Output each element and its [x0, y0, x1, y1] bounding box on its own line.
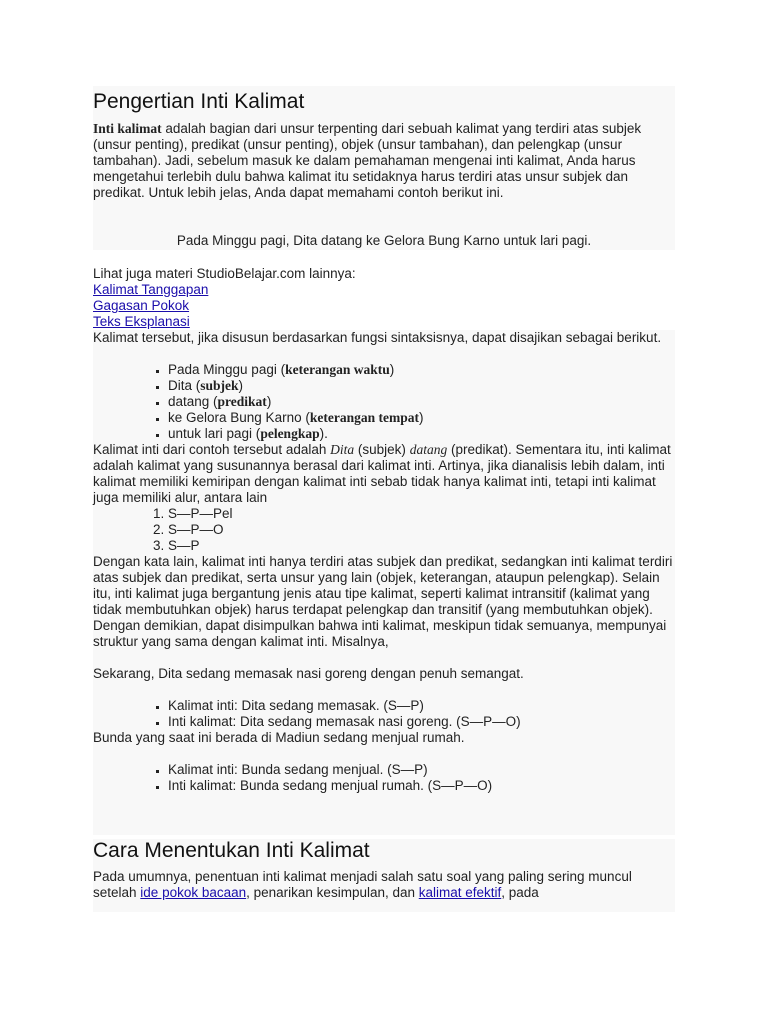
- heading-method: Cara Menentukan Inti Kalimat: [93, 839, 370, 862]
- link-ide-pokok-bacaan[interactable]: ide pokok bacaan: [140, 885, 247, 900]
- section-definition: [93, 86, 675, 250]
- see-also-block: [93, 250, 675, 330]
- list-item: ▪ Pada Minggu pagi (keterangan waktu): [168, 362, 675, 378]
- list-item: 2. S—P—O: [168, 522, 675, 538]
- list-item: ▪ ke Gelora Bung Karno (keterangan tempat): [168, 410, 675, 426]
- example-sentence: Pada Minggu pagi, Dita datang ke Gelora Bung Karno untuk lari pagi.: [176, 233, 592, 248]
- pattern-list: [93, 506, 675, 554]
- method-paragraph: Pada umumnya, penentuan inti kalimat menjadi salah satu soal yang paling sering muncul setelah ide pokok bacaan, penarikan kesimpulan, dan kalimat efektif, pada: [93, 869, 632, 900]
- list-item: 1. S—P—Pel: [168, 506, 675, 522]
- term-inti-kalimat: Inti kalimat: [93, 121, 162, 136]
- analysis-intro: Kalimat tersebut, jika disusun berdasarkan fungsi sintaksisnya, dapat disajikan sebagai berikut.: [93, 330, 662, 345]
- list-item: ▪ Inti kalimat: Bunda sedang menjual rumah. (S—P—O): [168, 778, 675, 794]
- list-item: ▪ Kalimat inti: Bunda sedang menjual. (S—P): [168, 762, 675, 778]
- example-two-sentence: Bunda yang saat ini berada di Madiun sedang menjual rumah.: [93, 730, 465, 745]
- analysis-paragraph: Kalimat inti dari contoh tersebut adalah Dita (subjek) datang (predikat). Sementara itu, inti kalimat adalah kalimat yang susunannya berasal dari kalimat inti. Artinya, jika dianalisis lebih dalam, inti kalimat memiliki kemiripan dengan kalimat inti sebab tidak hanya kalimat inti, tetapi inti kalimat juga memiliki alur, antara lain: [93, 442, 671, 505]
- link-kalimat-efektif[interactable]: kalimat efektif: [418, 885, 502, 900]
- example-one-sentence: Sekarang, Dita sedang memasak nasi goreng dengan penuh semangat.: [93, 666, 524, 681]
- link-teks-eksplanasi[interactable]: Teks Eksplanasi: [93, 314, 190, 329]
- section-analysis: [93, 330, 675, 835]
- example-one-list: [93, 698, 675, 730]
- list-item: ▪ untuk lari pagi (pelengkap).: [168, 426, 675, 442]
- list-item: ▪ Dita (subjek): [168, 378, 675, 394]
- see-also-label: Lihat juga materi StudioBelajar.com lainnya:: [93, 266, 356, 281]
- list-item: ▪ Inti kalimat: Dita sedang memasak nasi goreng. (S—P—O): [168, 714, 675, 730]
- link-kalimat-tanggapan[interactable]: Kalimat Tanggapan: [93, 282, 209, 297]
- list-item: ▪ datang (predikat): [168, 394, 675, 410]
- document-page: [93, 86, 675, 912]
- example-two-list: [93, 762, 675, 794]
- definition-paragraph: Inti kalimat adalah bagian dari unsur terpenting dari sebuah kalimat yang terdiri atas subjek (unsur penting), predikat (unsur penting), objek (unsur tambahan), dan pelengkap (unsur tambahan). Jadi, sebelum masuk ke dalam pemahaman mengenai inti kalimat, Anda harus mengetahui terlebih dulu bahwa kalimat itu setidaknya harus terdiri atas unsur subjek dan predikat. Untuk lebih jelas, Anda dapat memahami contoh berikut ini.: [93, 121, 642, 200]
- list-item: ▪ Kalimat inti: Dita sedang memasak. (S—P): [168, 698, 675, 714]
- comparison-paragraph: Dengan kata lain, kalimat inti hanya terdiri atas subjek dan predikat, sedangkan inti kalimat terdiri atas subjek dan predikat, serta unsur yang lain (objek, keterangan, ataupun pelengkap). Selain itu, inti kalimat juga bergantung jenis atau tipe kalimat, seperti kalimat intransitif (kalimat yang tidak membutuhkan objek) harus terdapat pelengkap dan transitif (yang membutuhkan objek). Dengan demikian, dapat disimpulkan bahwa inti kalimat, meskipun tidak semuanya, mempunyai struktur yang sama dengan kalimat inti. Misalnya,: [93, 554, 673, 649]
- list-item: 3. S—P: [168, 538, 675, 554]
- link-gagasan-pokok[interactable]: Gagasan Pokok: [93, 298, 190, 313]
- syntax-parts-list: [93, 362, 675, 442]
- section-method: [93, 839, 675, 912]
- heading-definition: Pengertian Inti Kalimat: [93, 90, 305, 113]
